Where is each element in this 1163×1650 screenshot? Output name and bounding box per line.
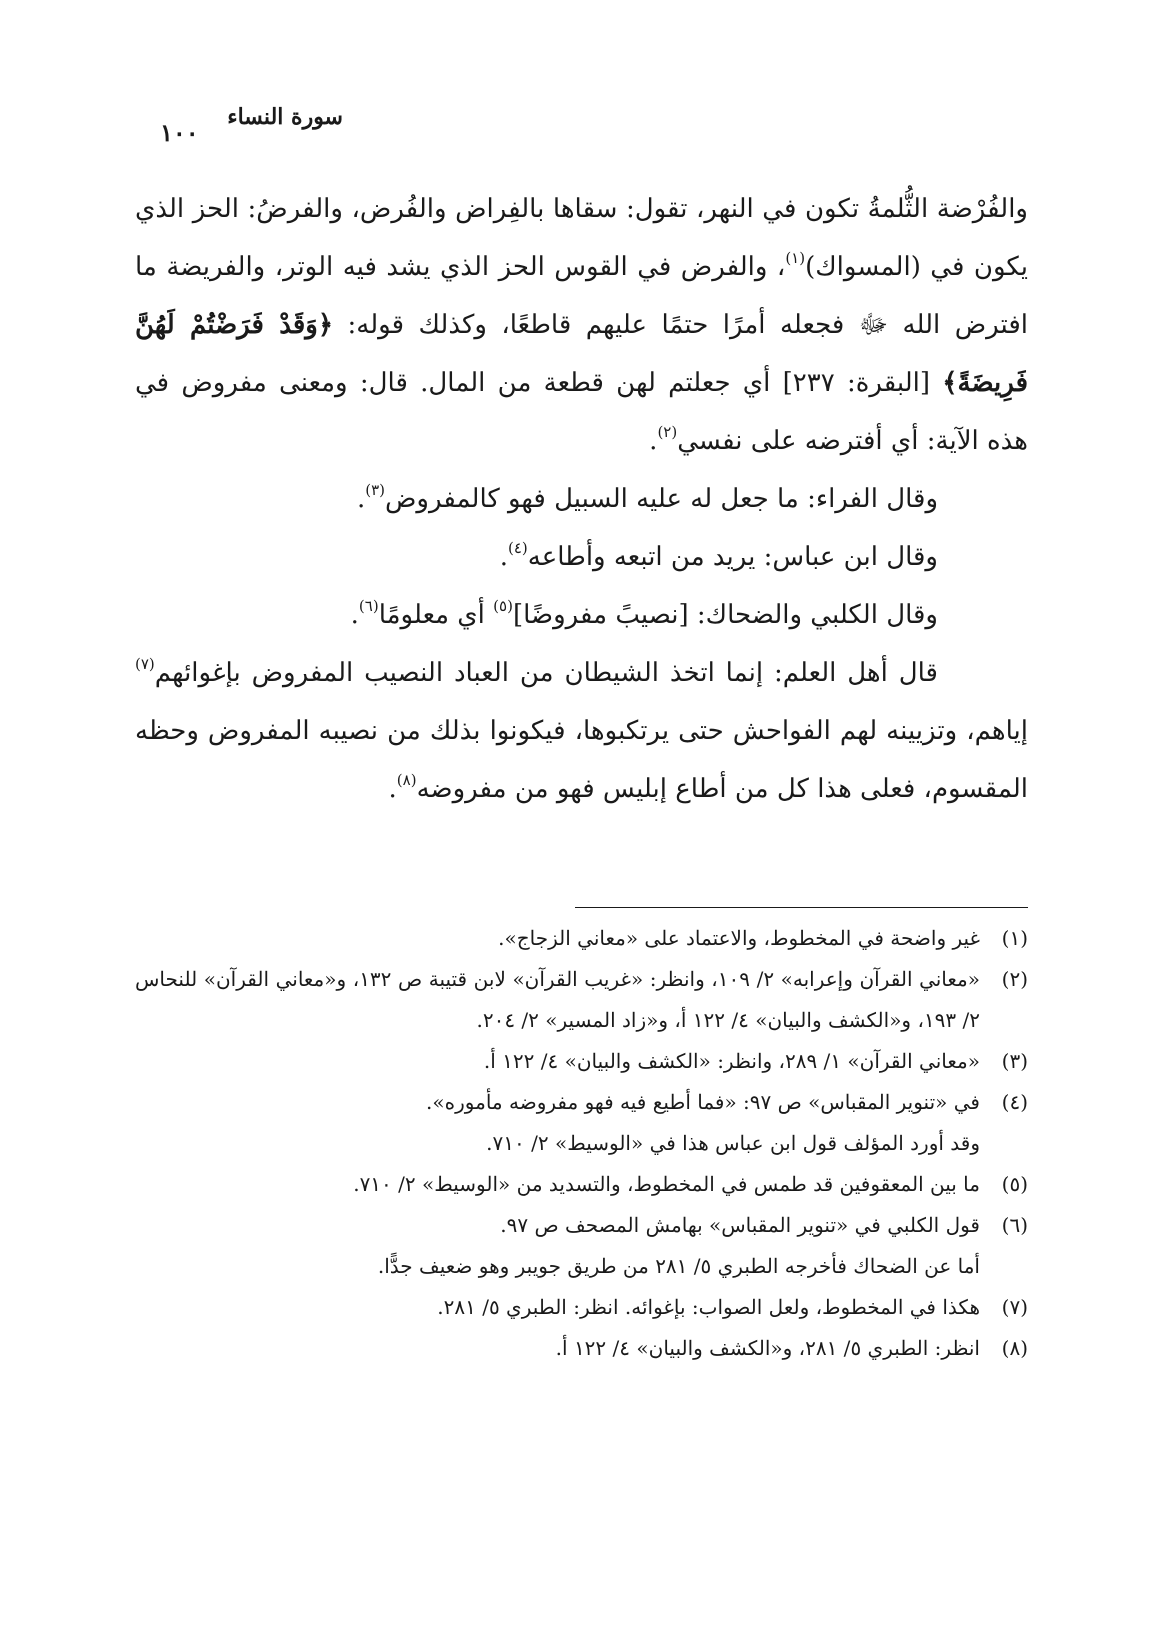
footnote-divider <box>575 907 1028 908</box>
footnote-ref: (٧) <box>135 655 155 674</box>
footnote <box>135 1287 1028 1328</box>
paragraph-text: إياهم، وتزيينه لهم الفواحش حتى يرتكبوها، فيكونوا بذلك من نصيبه المفروض وحظه المقسوم، فعلى هذا كل من أطاع إبليس فهو من مفروضه <box>135 716 1028 804</box>
page-number: ١٠٠ <box>160 118 199 147</box>
paragraph-text: والفُرْضة الثُّلمةُ تكون في النهر، تقول: سقاها بالفِراض والفُرض، والفرضُ: الحز الذي يكون في (المسواك) <box>135 194 1028 282</box>
footnote-number: (٤) <box>1001 1090 1028 1114</box>
footnote-ref: (٥) <box>493 597 513 616</box>
footnotes <box>135 918 1028 1369</box>
footnote-ref: (١) <box>785 249 806 268</box>
footnote-number: (١) <box>1001 926 1028 950</box>
footnote <box>135 959 1028 1041</box>
footnote-text: غير واضحة في المخطوط، والاعتماد على «معاني الزجاج». <box>498 926 980 950</box>
footnote-number: (٥) <box>1001 1172 1028 1196</box>
paragraph-text: وقال ابن عباس: يريد من اتبعه وأطاعه <box>527 542 938 572</box>
footnote-text: «معاني القرآن» ١/ ٢٨٩، وانظر: «الكشف والبيان» ٤/ ١٢٢ أ. <box>483 1049 980 1073</box>
footnote <box>135 1164 1028 1205</box>
paragraph-text: قال أهل العلم: إنما اتخذ الشيطان من العباد النصيب المفروض بإغوائهم <box>154 658 938 688</box>
paragraph-text: وقال الفراء: ما جعل له عليه السبيل فهو كالمفروض <box>385 484 938 514</box>
punctuation: . <box>350 600 359 630</box>
punctuation: . <box>356 484 366 514</box>
footnote-number: (٣) <box>1001 1049 1028 1073</box>
paragraph-text: ، والفرض في القوس الحز الذي يشد فيه الوتر، والفريضة ما افترض الله ﷻ فجعله أمرًا حتمًا عليهم قاطعًا، وكذلك قوله: <box>135 252 1028 340</box>
footnote-text: انظر: الطبري ٥/ ٢٨١، و«الكشف والبيان» ٤/ ١٢٢ أ. <box>555 1336 980 1360</box>
punctuation: . <box>388 774 397 804</box>
footnote-ref: (٣) <box>365 481 385 500</box>
footnote-number: (٢) <box>1001 967 1028 991</box>
footnote <box>135 1041 1028 1082</box>
main-text <box>135 180 1028 818</box>
surah-title: سورة النساء <box>227 104 343 130</box>
quran-verse: ﴿وَقَدْ فَرَضْتُمْ لَهُنَّ فَرِيضَةً﴾ <box>135 310 1028 398</box>
footnote <box>135 1082 1028 1164</box>
footnote-ref: (٢) <box>657 423 678 442</box>
footnote-text: وقد أورد المؤلف قول ابن عباس هذا في «الوسيط» ٢/ ٧١٠. <box>486 1131 980 1155</box>
footnote-text: ما بين المعقوفين قد طمس في المخطوط، والتسديد من «الوسيط» ٢/ ٧١٠. <box>353 1172 980 1196</box>
paragraph <box>135 528 1028 586</box>
paragraph <box>135 644 1028 818</box>
paragraph <box>135 470 1028 528</box>
footnote <box>135 918 1028 959</box>
footnote-text: في «تنوير المقباس» ص ٩٧: «فما أطيع فيه فهو مفروضه مأموره». <box>426 1090 980 1114</box>
footnote-ref: (٤) <box>507 539 528 558</box>
paragraph-text: أي معلومًا <box>378 600 494 630</box>
footnote-text: أما عن الضحاك فأخرجه الطبري ٥/ ٢٨١ من طريق جويبر وهو ضعيف جدًّا. <box>377 1254 980 1278</box>
footnote-text: هكذا في المخطوط، ولعل الصواب: بإغوائه. انظر: الطبري ٥/ ٢٨١. <box>437 1295 980 1319</box>
footnote-ref: (٦) <box>358 597 379 616</box>
footnote-text: قول الكلبي في «تنوير المقباس» بهامش المصحف ص ٩٧. <box>500 1213 980 1237</box>
paragraph <box>135 180 1028 470</box>
footnote <box>135 1205 1028 1287</box>
footnote-text: «معاني القرآن وإعرابه» ٢/ ١٠٩، وانظر: «غريب القرآن» لابن قتيبة ص ١٣٢، و«معاني القرآن» للنحاس ٢/ ١٩٣، و«الكشف والبيان» ٤/ ١٢٢ أ، و«زاد المسير» ٢/ ٢٠٤. <box>135 967 980 1032</box>
paragraph <box>135 586 1028 644</box>
footnote-number: (٧) <box>1001 1295 1028 1319</box>
footnote <box>135 1328 1028 1369</box>
footnote-number: (٨) <box>1001 1336 1028 1360</box>
paragraph-text: وقال الكلبي والضحاك: [نصيبً مفروضًا] <box>512 600 938 630</box>
punctuation: . <box>499 542 508 572</box>
paragraph-text: [البقرة: ٢٣٧] أي جعلتم لهن قطعة من المال. قال: ومعنى مفروض في هذه الآية: أي أفترضه على نفسي <box>135 368 1028 456</box>
footnote-ref: (٨) <box>396 771 417 790</box>
footnote-number: (٦) <box>1001 1213 1028 1237</box>
punctuation: . <box>649 426 658 456</box>
